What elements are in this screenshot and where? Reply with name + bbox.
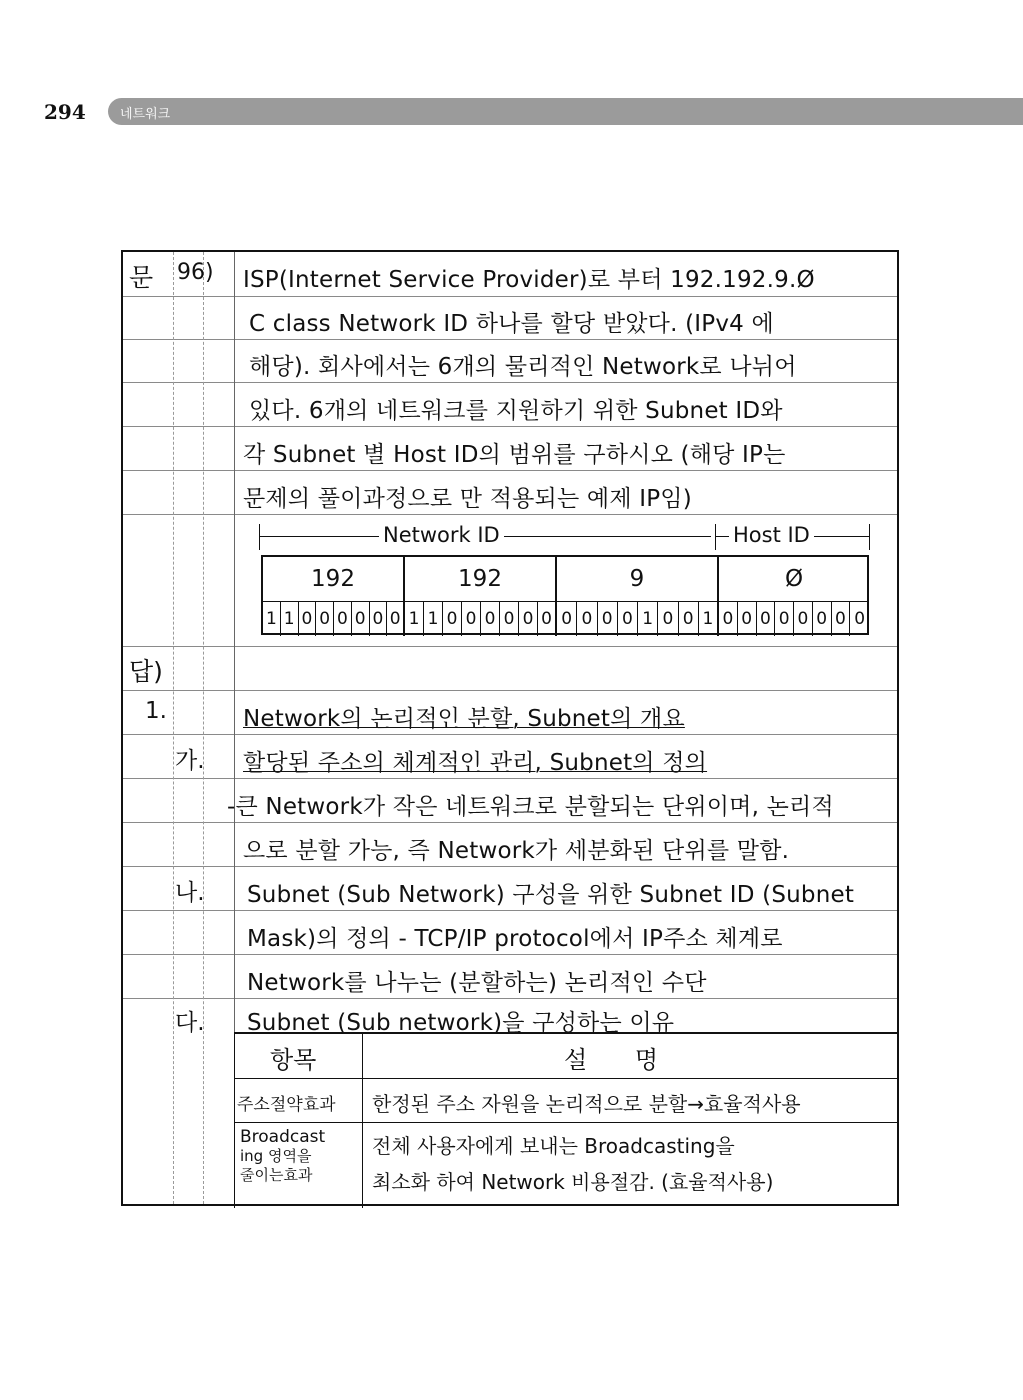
network-id-label: Network ID: [379, 523, 504, 547]
bit-cell: 1: [638, 602, 658, 636]
id-range-arrows: [259, 522, 871, 552]
bit-cell: 0: [370, 602, 388, 636]
table-cell-item: 주소절약효과: [237, 1095, 336, 1115]
item-ga-line: 으로 분할 가능, 즉 Network가 세분화된 단위를 말함.: [243, 838, 790, 864]
table-cell-item: Broadcast: [240, 1127, 326, 1147]
bit-cell: 0: [538, 602, 557, 636]
rule-line: [123, 646, 897, 647]
rule-line: [123, 426, 897, 427]
subnet-reasons-table: [234, 1032, 899, 1208]
octet-decimal: Ø: [784, 566, 804, 592]
table-cell-item: 줄이는효과: [240, 1166, 313, 1184]
bit-cell: 0: [775, 602, 794, 636]
host-id-label: Host ID: [729, 523, 814, 547]
bit-cell: 0: [832, 602, 851, 636]
item-na-label: 나.: [175, 880, 205, 906]
bit-cell: 0: [719, 602, 738, 636]
margin-line: [173, 252, 174, 1204]
table-cell-desc: 최소화 하여 Network 비용절감. (효율적사용): [372, 1170, 774, 1194]
item-na-line: Network를 나누는 (분할하는) 논리적인 수단: [247, 970, 707, 996]
table-col-line: [362, 1034, 363, 1208]
chapter-header-bar: [108, 98, 1023, 125]
table-col-line: [234, 1034, 235, 1208]
notebook-sheet: [121, 250, 899, 1206]
rule-line: [123, 339, 897, 340]
chapter-title: 네트워크: [120, 107, 171, 122]
rule-line: [123, 296, 897, 297]
question-number: 96): [177, 260, 214, 285]
bit-cell: 0: [813, 602, 832, 636]
question-line: 있다. 6개의 네트워크를 지원하기 위한 Subnet ID와: [249, 398, 783, 424]
question-line: 문제의 풀이과정으로 만 적용되는 예제 IP임): [243, 486, 692, 512]
item-ga-title: 할당된 주소의 체계적인 관리, Subnet의 정의: [243, 750, 708, 776]
bit-cell: 0: [352, 602, 370, 636]
question-line: 각 Subnet 별 Host ID의 범위를 구하시오 (해당 IP는: [243, 442, 786, 468]
bit-cell: 0: [738, 602, 757, 636]
bit-cell: 0: [387, 602, 405, 636]
bit-cell: 0: [334, 602, 352, 636]
bit-cell: 0: [299, 602, 317, 636]
arrow-tick: [715, 524, 716, 550]
section-number: 1.: [145, 698, 167, 724]
item-na-line: Subnet (Sub Network) 구성을 위한 Subnet ID (Subnet: [247, 882, 855, 908]
item-ga-label: 가.: [175, 748, 205, 774]
margin-line: [203, 252, 204, 1204]
bit-cell: 0: [618, 602, 638, 636]
bit-cell: 0: [577, 602, 597, 636]
rule-line: [123, 910, 897, 911]
table-cell-item: ing 영역을: [240, 1147, 312, 1165]
bit-cell: 1: [699, 602, 719, 636]
question-line: C class Network ID 하나를 할당 받았다. (IPv4 에: [249, 311, 774, 337]
bit-cell: 0: [519, 602, 538, 636]
item-ga-line: -큰 Network가 작은 네트워크로 분할되는 단위이며, 논리적: [227, 794, 834, 820]
table-header-item: 항목: [270, 1046, 317, 1074]
octet-bits-row: [263, 601, 867, 636]
item-na-line: Mask)의 정의 - TCP/IP protocol에서 IP주소 체계로: [247, 926, 783, 952]
answer-label: 답): [129, 657, 163, 686]
bit-cell: 1: [263, 602, 281, 636]
bit-cell: 1: [424, 602, 443, 636]
section-title: Network의 논리적인 분할, Subnet의 개요: [243, 706, 685, 732]
bit-cell: 0: [658, 602, 678, 636]
bit-cell: 0: [443, 602, 462, 636]
table-header-desc: 설 명: [564, 1046, 658, 1074]
rule-line: [123, 954, 897, 955]
bit-cell: 0: [557, 602, 577, 636]
rule-line: [123, 734, 897, 735]
octet-decimal: 192: [263, 557, 405, 601]
bit-cell: 0: [316, 602, 334, 636]
bit-cell: 1: [281, 602, 299, 636]
rule-line: [123, 998, 897, 999]
bit-cell: 0: [481, 602, 500, 636]
table-cell-desc: 한정된 주소 자원을 논리적으로 분할→효율적사용: [372, 1092, 801, 1116]
question-line: 해당). 회사에서는 6개의 물리적인 Network로 나뉘어: [249, 354, 797, 380]
rule-line: [123, 514, 897, 515]
table-cell-desc: 전체 사용자에게 보내는 Broadcasting을: [372, 1134, 735, 1158]
bit-cell: 0: [794, 602, 813, 636]
bit-cell: 1: [405, 602, 424, 636]
question-label: 문: [129, 263, 154, 292]
page-number: 294: [44, 100, 86, 124]
arrow-tick: [259, 524, 260, 550]
rule-line: [123, 470, 897, 471]
bit-cell: 0: [757, 602, 776, 636]
question-line: ISP(Internet Service Provider)로 부터 192.192.9.Ø: [243, 267, 815, 293]
bit-cell: 0: [679, 602, 699, 636]
octet-decimal: 9: [557, 557, 719, 601]
rule-line: [123, 866, 897, 867]
item-da-title: Subnet (Sub network)을 구성하는 이유: [247, 1010, 675, 1036]
rule-line: [123, 690, 897, 691]
bit-cell: 0: [500, 602, 519, 636]
bit-cell: 0: [462, 602, 481, 636]
arrow-tick: [869, 524, 870, 550]
rule-line: [123, 778, 897, 779]
bit-cell: 0: [598, 602, 618, 636]
octet-decimal: 192: [405, 557, 557, 601]
bit-cell: 0: [854, 609, 866, 629]
rule-line: [123, 382, 897, 383]
ip-octet-table: [261, 555, 869, 635]
rule-line: [123, 822, 897, 823]
item-da-label: 다.: [175, 1010, 205, 1036]
